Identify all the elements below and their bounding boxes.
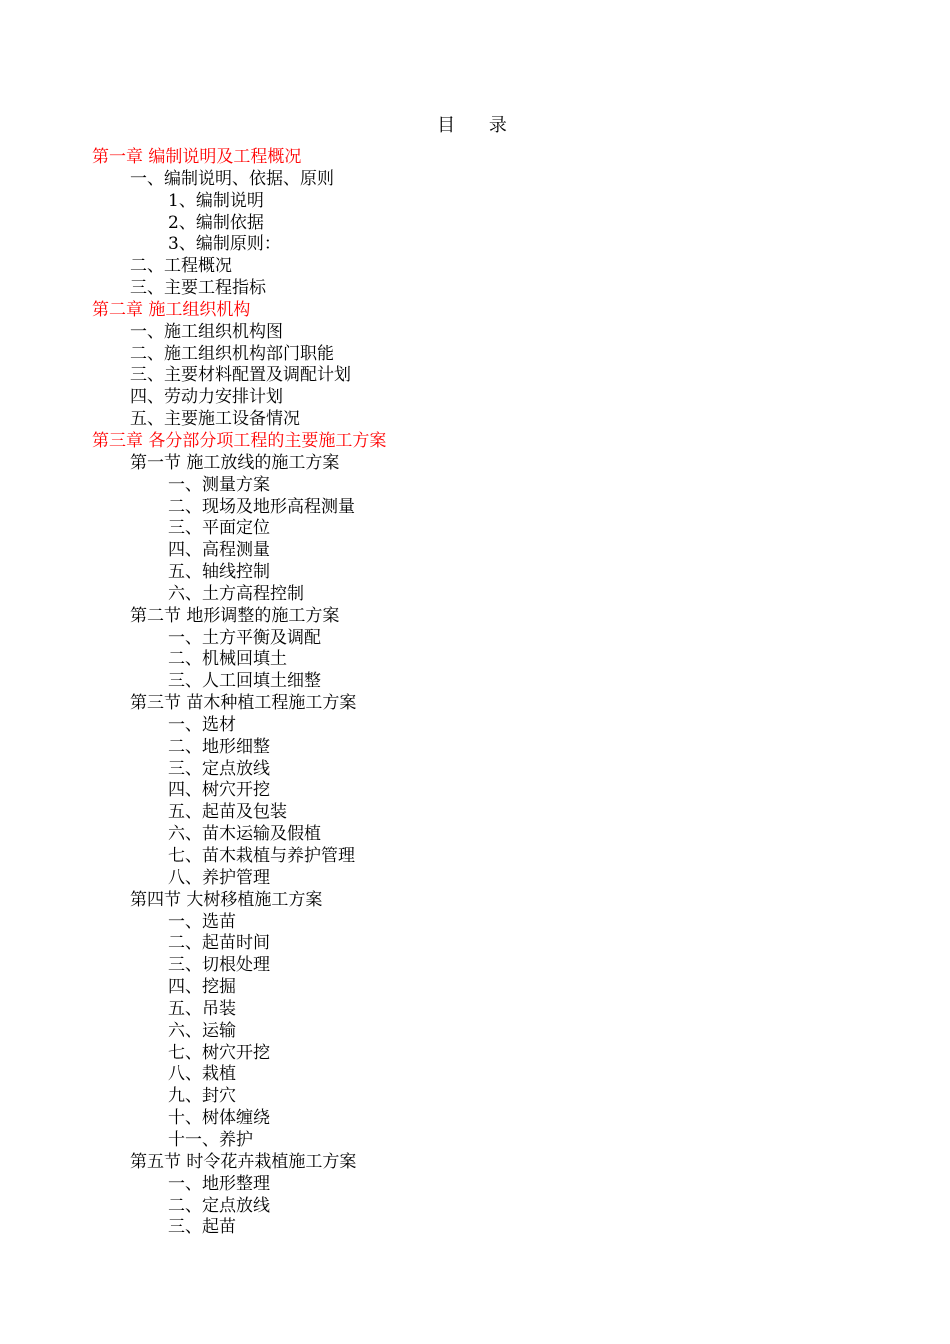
table-of-contents	[92, 147, 386, 1239]
toc-section: 二、工程概况	[130, 256, 232, 277]
toc-chapter: 第一章 编制说明及工程概况	[92, 147, 302, 167]
toc-section: 三、主要工程指标	[130, 278, 266, 299]
toc-subsection: 六、运输	[168, 1020, 236, 1041]
toc-section: 第二节 地形调整的施工方案	[130, 605, 340, 626]
toc-chapter: 第二章 施工组织机构	[92, 299, 251, 320]
toc-subsection: 三、平面定位	[168, 518, 270, 539]
toc-subsection: 一、选材	[168, 714, 236, 735]
toc-subsection: 二、机械回填土	[168, 649, 287, 670]
toc-section: 第四节 大树移植施工方案	[130, 889, 323, 910]
toc-subsection: 五、吊装	[168, 998, 236, 1019]
toc-section: 三、主要材料配置及调配计划	[130, 365, 351, 386]
toc-section: 四、劳动力安排计划	[130, 387, 283, 408]
toc-subsection: 十一、养护	[168, 1129, 253, 1150]
toc-subsection: 一、土方平衡及调配	[168, 627, 321, 648]
toc-subsection: 3、编制原则：	[168, 234, 281, 255]
toc-subsection: 六、土方高程控制	[168, 583, 304, 604]
toc-subsection: 2、编制依据	[168, 212, 264, 233]
toc-subsection: 一、测量方案	[168, 474, 270, 495]
toc-subsection: 四、树穴开挖	[168, 780, 270, 801]
toc-subsection: 三、定点放线	[168, 758, 270, 779]
toc-subsection: 一、地形整理	[168, 1173, 270, 1194]
toc-subsection: 十、树体缠绕	[168, 1108, 270, 1129]
toc-section: 五、主要施工设备情况	[130, 409, 300, 430]
toc-section: 第一节 施工放线的施工方案	[130, 452, 340, 473]
toc-subsection: 五、起苗及包装	[168, 802, 287, 823]
toc-subsection: 八、养护管理	[168, 867, 270, 888]
toc-subsection: 二、现场及地形高程测量	[168, 496, 355, 517]
toc-subsection: 1、编制说明	[168, 190, 264, 211]
toc-section: 第五节 时令花卉栽植施工方案	[130, 1151, 357, 1172]
toc-subsection: 二、起苗时间	[168, 933, 270, 954]
toc-section: 二、施工组织机构部门职能	[130, 343, 334, 364]
toc-section: 一、编制说明、依据、原则	[130, 168, 334, 189]
toc-subsection: 二、定点放线	[168, 1195, 270, 1216]
toc-subsection: 二、地形细整	[168, 736, 270, 757]
toc-subsection: 三、起苗	[168, 1217, 236, 1238]
toc-subsection: 三、切根处理	[168, 955, 270, 976]
toc-subsection: 五、轴线控制	[168, 562, 270, 583]
toc-subsection: 七、树穴开挖	[168, 1042, 270, 1063]
toc-subsection: 七、苗木栽植与养护管理	[168, 846, 355, 866]
toc-subsection: 三、人工回填土细整	[168, 671, 321, 692]
toc-section: 一、施工组织机构图	[130, 321, 283, 342]
toc-subsection: 六、苗木运输及假植	[168, 824, 321, 845]
toc-subsection: 一、选苗	[168, 911, 236, 932]
toc-title: 目 录	[437, 115, 521, 136]
toc-subsection: 四、挖掘	[168, 977, 236, 998]
toc-section: 第三节 苗木种植工程施工方案	[130, 693, 357, 714]
toc-subsection: 九、封穴	[168, 1086, 236, 1107]
toc-subsection: 八、栽植	[168, 1064, 236, 1085]
toc-subsection: 四、高程测量	[168, 540, 270, 561]
toc-chapter: 第三章 各分部分项工程的主要施工方案	[92, 430, 387, 451]
